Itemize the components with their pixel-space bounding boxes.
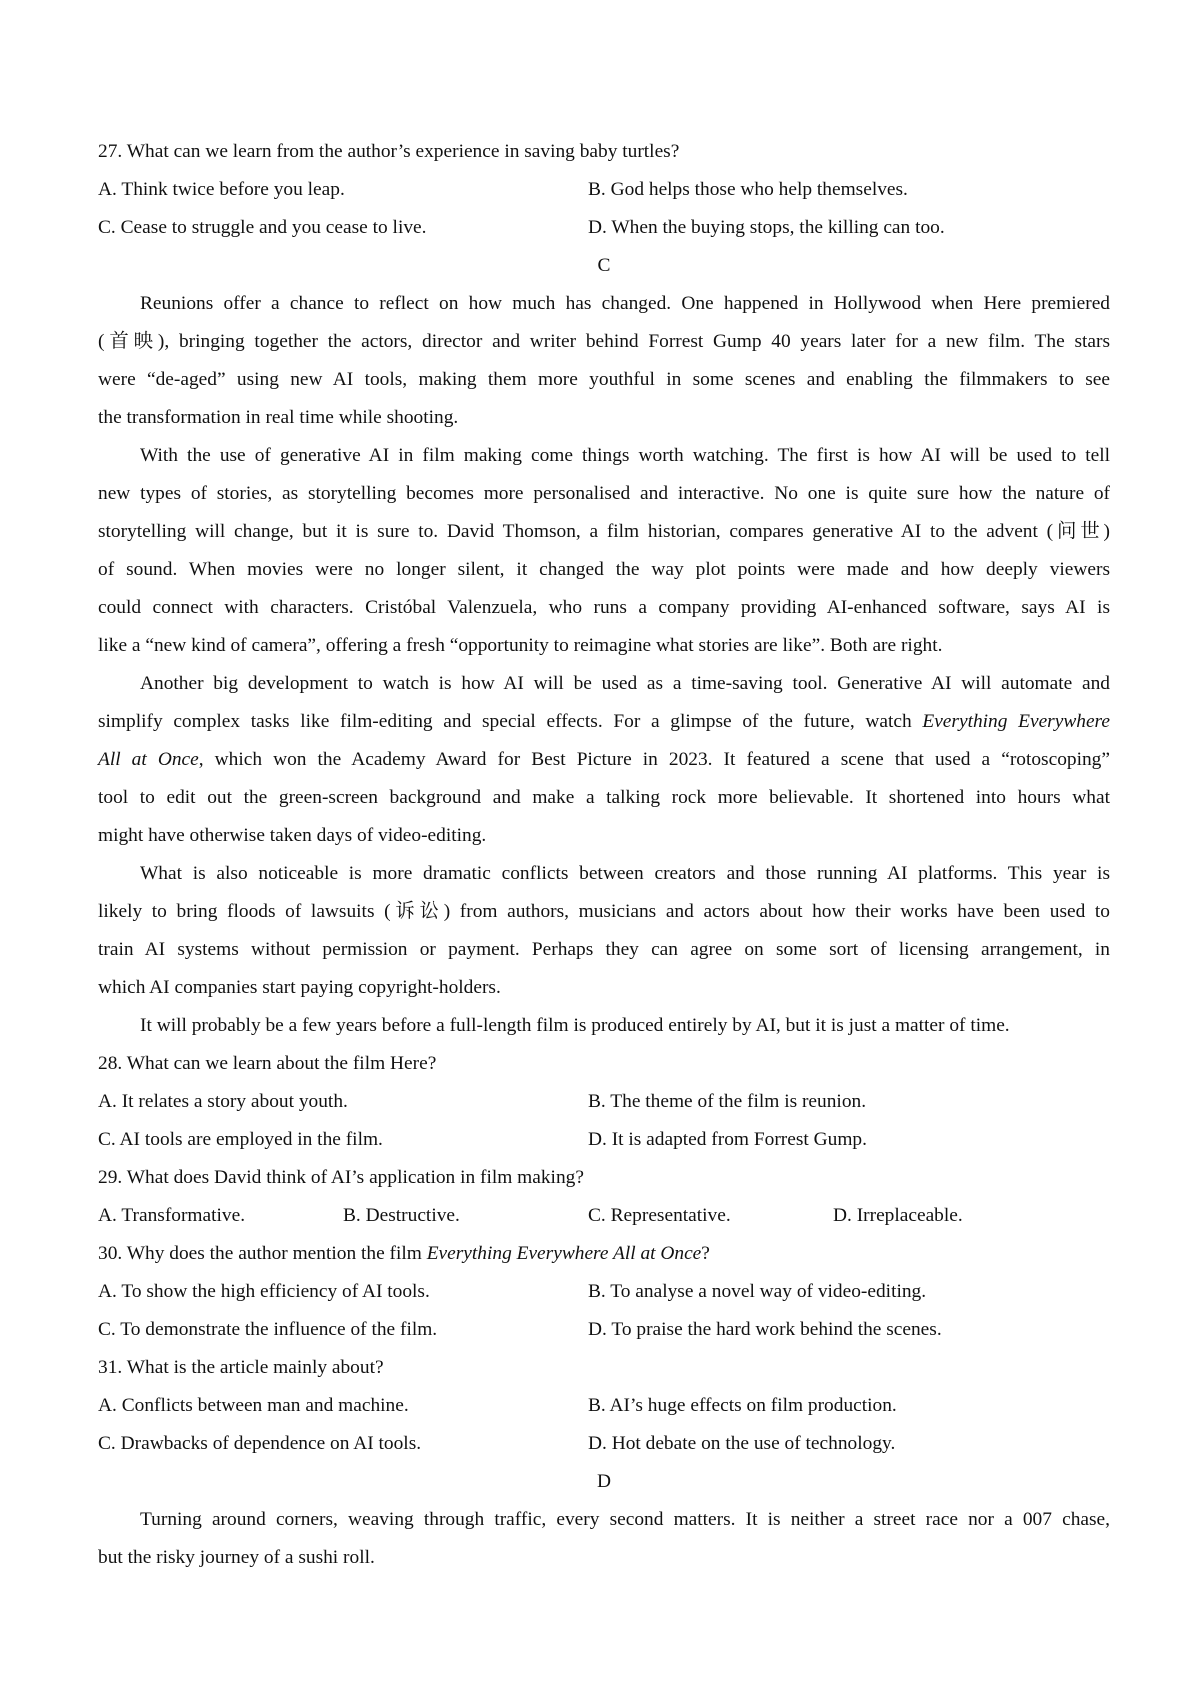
question-27-option-a: A. Think twice before you leap. (98, 179, 345, 200)
question-27-option-c: C. Cease to struggle and you cease to live. (98, 217, 427, 238)
section-d-p1-line-2: but the risky journey of a sushi roll. (98, 1547, 375, 1568)
question-31-options-row-2 (98, 1425, 1110, 1463)
section-c-p3-line-2 (98, 703, 1110, 741)
question-28-option-b: B. The theme of the film is reunion. (588, 1091, 867, 1112)
question-27-options-row-1 (98, 171, 1110, 209)
section-c-p1-line-2: (首映), bringing together the actors, director and writer behind Forrest Gump 40 years later for a new film. The stars (98, 331, 1110, 352)
exam-page (98, 133, 1110, 1577)
section-c-p2-line-4: of sound. When movies were no longer silent, it changed the way plot points were made and how deeply viewers (98, 559, 1110, 580)
section-c-paragraph-3 (98, 665, 1110, 855)
question-27-stem: 27. What can we learn from the author’s experience in saving baby turtles? (98, 141, 680, 162)
film-title-part-2: All at Once (98, 749, 199, 770)
section-c-p4-line-2: likely to bring floods of lawsuits (诉讼) from authors, musicians and actors about how their works have been used to (98, 901, 1110, 922)
question-30-stem-text: 30. Why does the author mention the film (98, 1243, 427, 1264)
question-27-options-row-2 (98, 209, 1110, 247)
question-31-options-row-1 (98, 1387, 1110, 1425)
question-31-option-c: C. Drawbacks of dependence on AI tools. (98, 1433, 422, 1454)
section-c-paragraph-4 (98, 855, 1110, 1007)
question-28-options-row-1 (98, 1083, 1110, 1121)
section-c-p3-line-5: might have otherwise taken days of video-editing. (98, 825, 487, 846)
section-c-paragraph-1 (98, 285, 1110, 437)
question-29-option-d: D. Irreplaceable. (833, 1205, 963, 1226)
section-c-p4-line-1: What is also noticeable is more dramatic conflicts between creators and those running AI platforms. This year is (140, 863, 1110, 884)
section-c-p3-line-3-text: , which won the Academy Award for Best Picture in 2023. It featured a scene that used a “rotoscoping” (198, 749, 1110, 770)
section-c-p3-line-2-text: simplify complex tasks like film-editing and special effects. For a glimpse of the future, watch (98, 711, 923, 732)
section-c-p2-line-6: like a “new kind of camera”, offering a fresh “opportunity to reimagine what stories are like”. Both are right. (98, 635, 943, 656)
section-c-label: C (597, 255, 611, 276)
section-d-p1-line-1: Turning around corners, weaving through traffic, every second matters. It is neither a street race nor a 007 chase, (140, 1509, 1110, 1530)
question-31-option-d: D. Hot debate on the use of technology. (588, 1433, 896, 1454)
question-30-stem (98, 1235, 1110, 1273)
section-c-p2-line-1: With the use of generative AI in film making come things worth watching. The first is how AI will be used to tell (140, 445, 1110, 466)
question-29-option-c: C. Representative. (588, 1205, 731, 1226)
section-c-paragraph-5 (98, 1007, 1110, 1045)
question-30-options-row-2 (98, 1311, 1110, 1349)
question-27-option-b: B. God helps those who help themselves. (588, 179, 908, 200)
question-28-stem: 28. What can we learn about the film Here? (98, 1053, 437, 1074)
question-31-option-a: A. Conflicts between man and machine. (98, 1395, 409, 1416)
section-c-paragraph-2 (98, 437, 1110, 665)
question-28-option-a: A. It relates a story about youth. (98, 1091, 348, 1112)
question-28-options-row-2 (98, 1121, 1110, 1159)
section-c-p3-line-3 (98, 741, 1110, 779)
question-30-option-d: D. To praise the hard work behind the scenes. (588, 1319, 942, 1340)
question-29-option-a: A. Transformative. (98, 1205, 246, 1226)
section-c-p1-line-3: were “de-aged” using new AI tools, making them more youthful in some scenes and enabling the filmmakers to see (98, 369, 1110, 390)
question-30-option-a: A. To show the high efficiency of AI tools. (98, 1281, 430, 1302)
question-31-stem: 31. What is the article mainly about? (98, 1357, 384, 1378)
question-30-option-c: C. To demonstrate the influence of the film. (98, 1319, 438, 1340)
section-d-label: D (596, 1471, 611, 1492)
section-c-p2-line-2: new types of stories, as storytelling becomes more personalised and interactive. No one is quite sure how the nature of (98, 483, 1110, 504)
section-c-p4-line-4: which AI companies start paying copyright-holders. (98, 977, 501, 998)
section-c-p1-line-4: the transformation in real time while shooting. (98, 407, 459, 428)
section-c-p4-line-3: train AI systems without permission or payment. Perhaps they can agree on some sort of licensing arrangement, in (98, 939, 1110, 960)
film-title-part-1: Everything Everywhere (922, 711, 1110, 732)
question-30-options-row-1 (98, 1273, 1110, 1311)
section-c-p3-line-4: tool to edit out the green-screen background and make a talking rock more believable. It shortened into hours what (98, 787, 1110, 808)
section-d-paragraph-1 (98, 1501, 1110, 1577)
section-c-p5-line-1: It will probably be a few years before a full-length film is produced entirely by AI, but it is just a matter of time. (140, 1015, 1010, 1036)
question-28-option-c: C. AI tools are employed in the film. (98, 1129, 383, 1150)
question-29-stem: 29. What does David think of AI’s application in film making? (98, 1167, 584, 1188)
question-28-option-d: D. It is adapted from Forrest Gump. (588, 1129, 867, 1150)
question-31-option-b: B. AI’s huge effects on film production. (588, 1395, 897, 1416)
section-c-p3-line-1: Another big development to watch is how AI will be used as a time-saving tool. Generative AI will automate and (140, 673, 1110, 694)
question-29-option-b: B. Destructive. (343, 1205, 460, 1226)
question-29-options-row (98, 1197, 1110, 1235)
section-c-p2-line-3: storytelling will change, but it is sure to. David Thomson, a film historian, compares generative AI to the advent (问世) (98, 521, 1110, 542)
section-c-p1-line-1: Reunions offer a chance to reflect on how much has changed. One happened in Hollywood when Here premiered (140, 293, 1110, 314)
question-30-film-title: Everything Everywhere All at Once (426, 1243, 702, 1264)
section-c-p2-line-5: could connect with characters. Cristóbal Valenzuela, who runs a company providing AI-enhanced software, says AI is (98, 597, 1110, 618)
question-30-stem-mark: ? (701, 1243, 710, 1264)
question-30-option-b: B. To analyse a novel way of video-editing. (588, 1281, 927, 1302)
question-27-option-d: D. When the buying stops, the killing can too. (588, 217, 945, 238)
